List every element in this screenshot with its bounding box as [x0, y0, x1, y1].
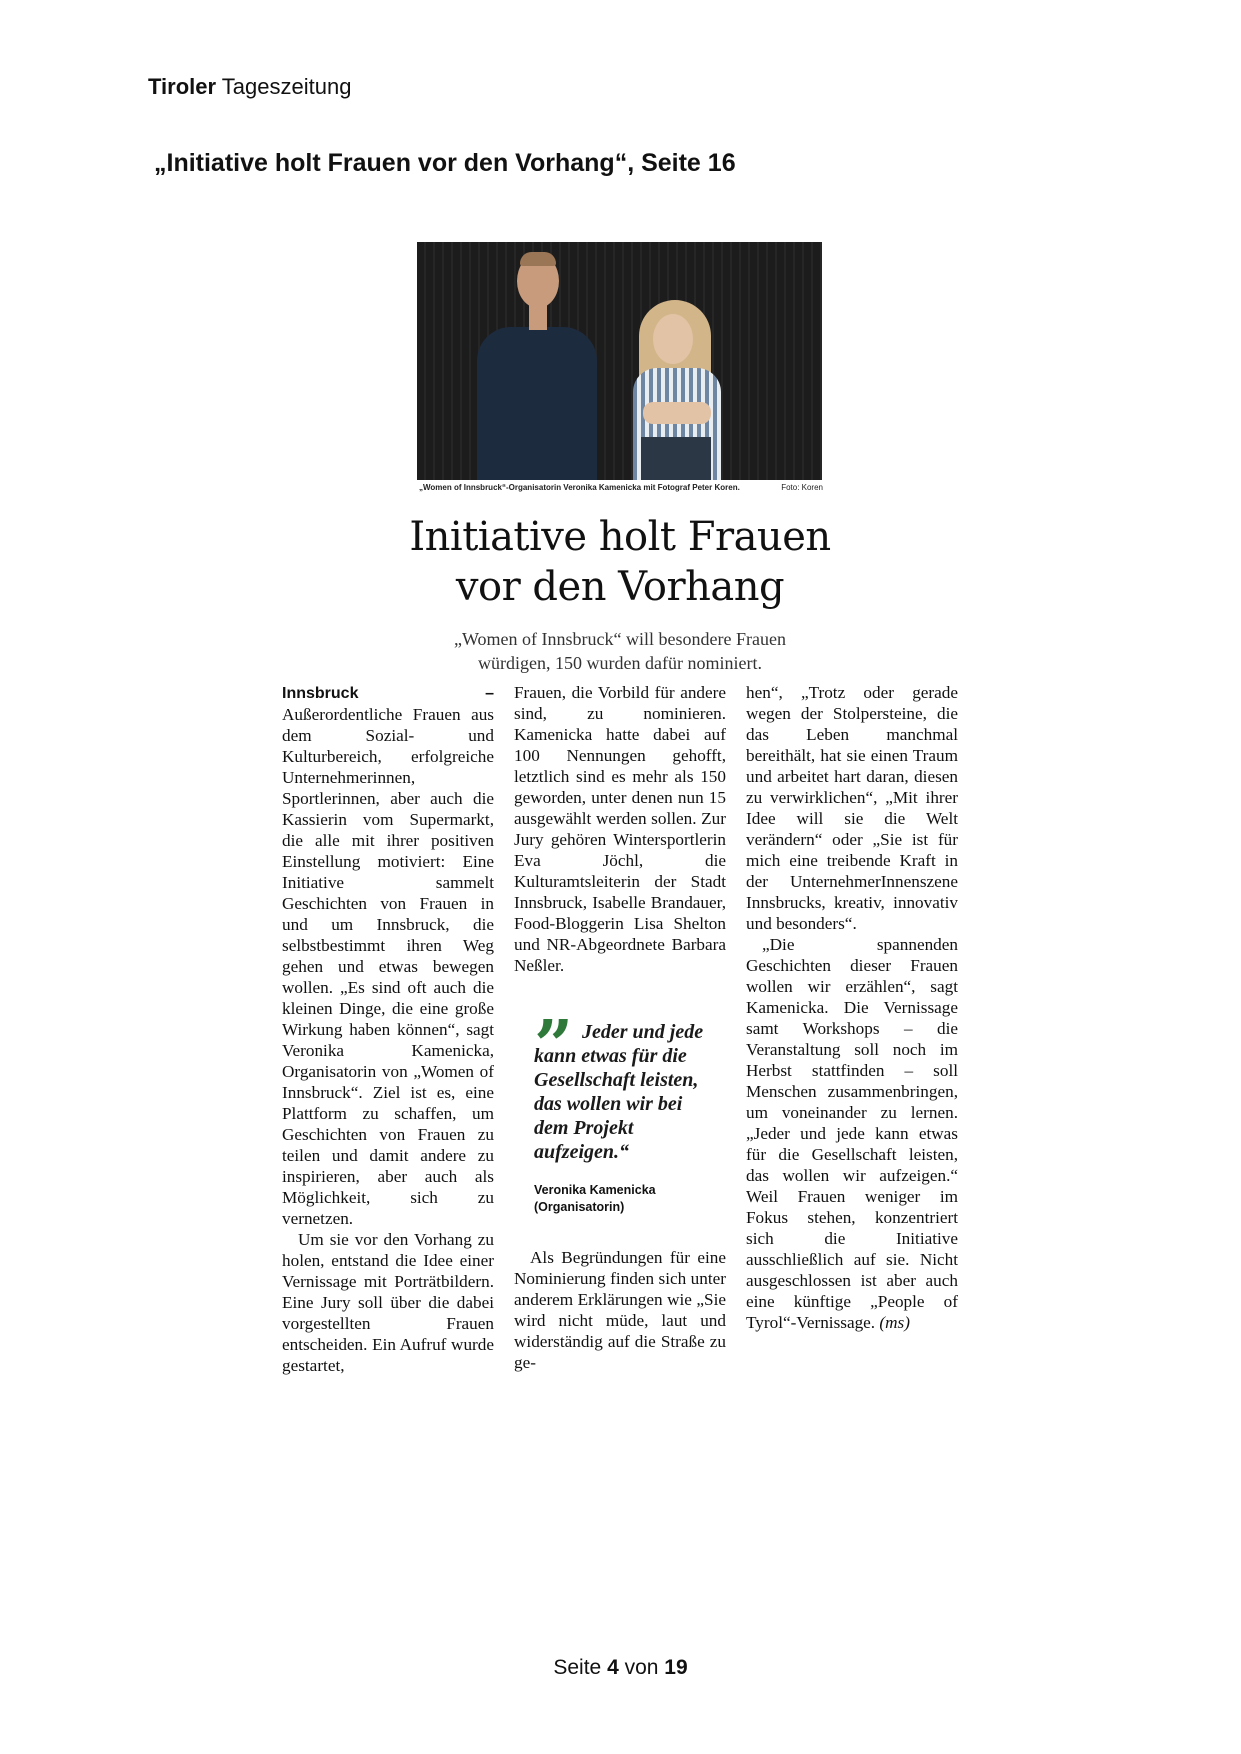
photo-caption [419, 483, 823, 492]
pull-quote [534, 1006, 714, 1216]
caption-text: „Women of Innsbruck“-Organisatorin Veronika Kamenicka mit Fotograf Peter Koren. [419, 483, 740, 492]
column-1-paragraph-2: Um sie vor den Vorhang zu holen, entstand die Idee einer Vernissage mit Porträtbildern. Eine Jury soll über die dabei vorgestellten Frauen entscheiden. Ein Aufruf wurde gestartet, [282, 1230, 494, 1375]
headline-line-1: Initiative holt Frauen [409, 514, 831, 560]
article-column-2 [514, 682, 726, 976]
article-column-1 [282, 682, 494, 1376]
photo-woman-head [653, 314, 693, 364]
photo-woman-arms [643, 402, 711, 424]
subline-line-2: würdigen, 150 wurden dafür nominiert. [478, 653, 762, 673]
column-1-paragraph-1 [282, 682, 494, 1229]
footer-current-page: 4 [607, 1656, 619, 1679]
column-2-paragraph-2: Als Begründungen für eine Nominierung finden sich unter anderem Erklärungen wie „Sie wird nicht müde, laut und widerständig auf die Straße zu ge- [514, 1248, 726, 1372]
footer-total-pages: 19 [664, 1656, 688, 1679]
article-headline [380, 512, 860, 612]
pull-quote-attribution [534, 1182, 714, 1216]
pull-quote-name: Veronika Kamenicka [534, 1183, 656, 1197]
article-column-2-bottom [514, 1247, 726, 1373]
footer-middle: von [618, 1656, 665, 1679]
article-subline [400, 627, 840, 675]
photo-woman-jeans [641, 437, 711, 480]
author-tag: (ms) [879, 1313, 910, 1332]
page-footer [0, 1656, 1241, 1680]
footer-prefix: Seite [553, 1656, 608, 1679]
masthead [148, 74, 351, 100]
masthead-bold: Tiroler [148, 74, 217, 99]
column-3-paragraph-1: hen“, „Trotz oder gerade wegen der Stolpersteine, die das Leben manchmal bereithält, hat sie einen Traum und arbeitet hart daran, diesen zu verwirklichen“, „Mit ihrer Idee will sie die Welt verändern“ oder „Sie ist für mich eine treibende Kraft in der UnternehmerInnenszene Innsbrucks, kreativ, innovativ und besonders“. [746, 683, 958, 933]
photo-man-hair [520, 252, 556, 266]
column-1-text-1: Außerordentliche Frauen aus dem Sozial- und Kulturbereich, erfolgreiche Unternehmerinnen, Sportlerinnen, aber auch die Kassierin vom Supermarkt, die alle mit ihrer positiven Einstellung motiviert: Eine Initiative sammelt Geschichten von Frauen in und um Innsbruck, die selbstbestimmt ihren Weg gehen und etwas bewegen wollen. „Es sind oft auch die kleinen Dinge, die eine große Wirkung haben können“, sagt Veronika Kamenicka, Organisatorin von „Women of Innsbruck“. Ziel ist es, eine Plattform zu schaffen, um Geschichten von Frauen zu teilen und damit andere zu inspirieren, aber auch als Möglichkeit, sich zu vernetzen. [282, 705, 494, 1228]
subline-line-1: „Women of Innsbruck“ will besondere Frauen [454, 629, 786, 649]
photo-man-body [477, 327, 597, 480]
masthead-rest: Tageszeitung [216, 74, 352, 99]
column-3-text-2: „Die spannenden Geschichten dieser Frauen wollen wir erzählen“, sagt Kamenicka. Die Vernissage samt Workshops – die Veranstaltung soll noch im Herbst stattfinden – soll Menschen zusammenbringen, um voneinander zu lernen. „Jeder und jede kann etwas für die Gesellschaft leisten, das wollen wir aufzeigen.“ Weil Frauen weniger im Fokus stehen, konzentriert sich die Initiative ausschließlich auf sie. Nicht ausgeschlossen ist aber auch eine künftige „People of Tyrol“-Vernissage. [746, 935, 958, 1332]
pull-quote-text: Jeder und jede kann etwas für die Gesellschaft leisten, das wollen wir bei dem Projekt aufzeigen.“ [534, 1021, 704, 1163]
dateline: Innsbruck – [282, 685, 494, 702]
pull-quote-role: (Organisatorin) [534, 1200, 625, 1214]
quote-mark-icon: ” [534, 1006, 574, 1086]
article-column-3 [746, 682, 958, 1333]
clip-reference: „Initiative holt Frauen vor den Vorhang“, Seite 16 [154, 149, 736, 177]
column-3-paragraph-2 [746, 934, 958, 1333]
headline-line-2: vor den Vorhang [455, 564, 785, 610]
column-2-paragraph-1: Frauen, die Vorbild für andere sind, zu nominieren. Kamenicka hatte dabei auf 100 Nennungen gehofft, letztlich sind es mehr als 150 geworden, unter denen nun 15 ausgewählt werden sollen. Zur Jury gehören Wintersportlerin Eva Jöchl, die Kulturamtsleiterin der Stadt Innsbruck, Isabelle Brandauer, Food-Bloggerin Lisa Shelton und NR-Abgeordnete Barbara Neßler. [514, 683, 726, 975]
photo-credit: Foto: Koren [781, 483, 823, 492]
article-photo [417, 242, 822, 480]
